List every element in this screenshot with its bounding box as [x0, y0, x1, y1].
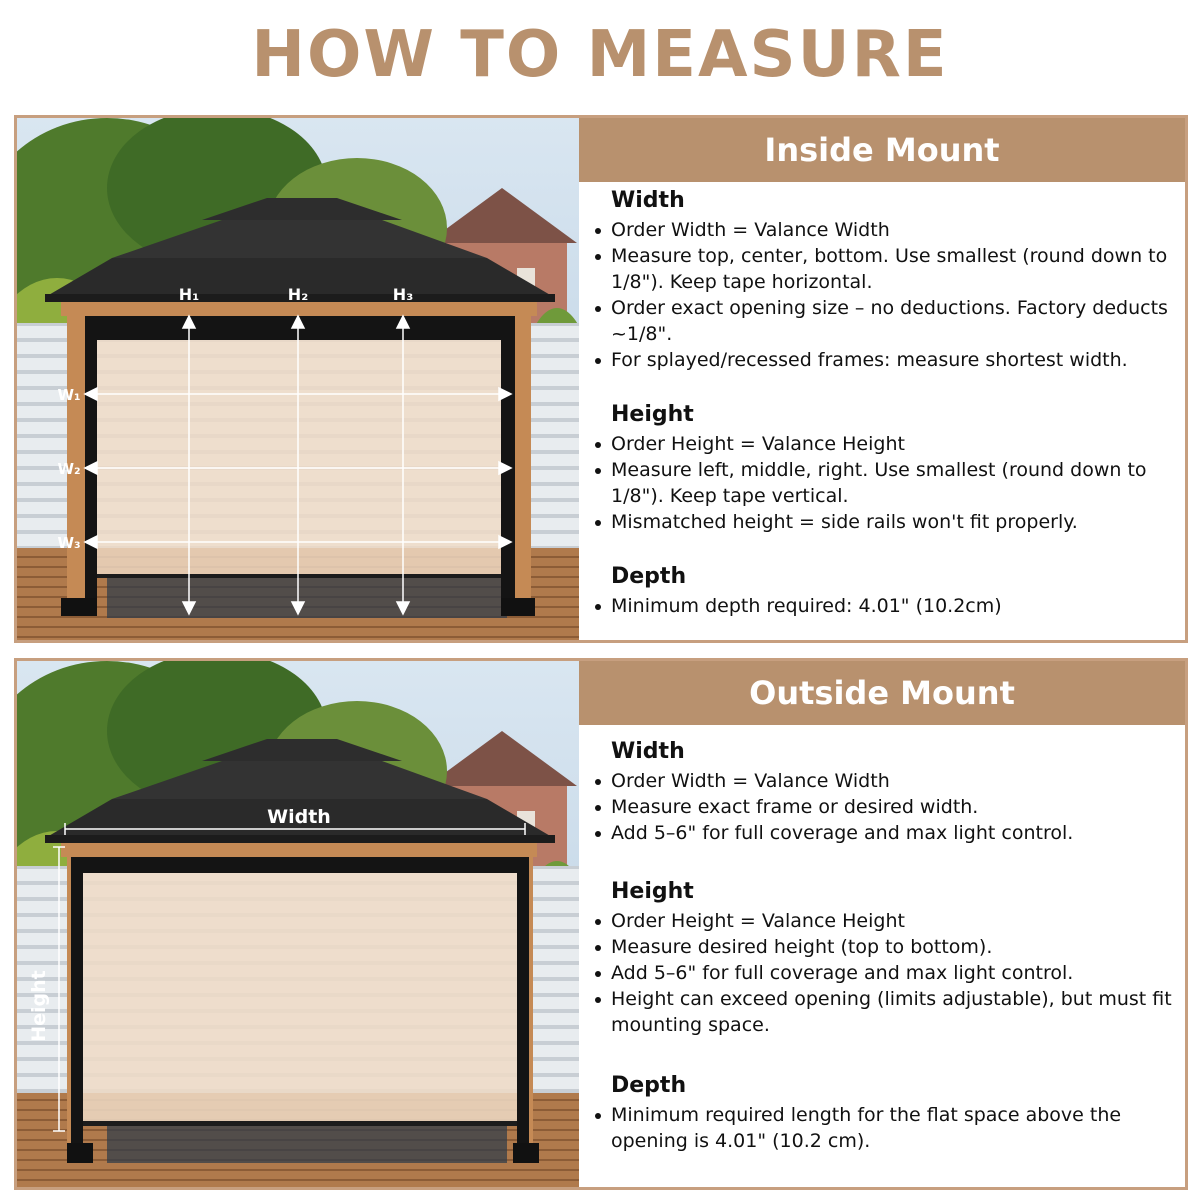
- list-item: Minimum required length for the flat space above the opening is 4.01" (10.2 cm).: [591, 1102, 1179, 1154]
- inside-height-section: [591, 402, 1179, 535]
- inside-depth-section: [591, 564, 1179, 619]
- list-item: Height can exceed opening (limits adjustable), but must fit mounting space.: [591, 986, 1179, 1038]
- list-item: Order Height = Valance Height: [591, 908, 1179, 934]
- list-item: Order exact opening size – no deductions. Factory deducts ~1/8".: [591, 295, 1179, 347]
- height-label: Height: [28, 970, 50, 1042]
- outside-height-heading: Height: [611, 879, 694, 904]
- list-item: Order Height = Valance Height: [591, 431, 1179, 457]
- inside-width-list: [591, 217, 1179, 373]
- outside-height-section: [591, 879, 1179, 1038]
- outside-depth-section: [591, 1073, 1179, 1154]
- inside-mount-panel: [14, 115, 1188, 643]
- w2-label: W₂: [57, 460, 81, 478]
- outside-width-section: [591, 739, 1179, 846]
- inside-mount-instructions: [579, 118, 1185, 640]
- list-item: For splayed/recessed frames: measure shortest width.: [591, 347, 1179, 373]
- inside-height-heading: Height: [611, 402, 694, 427]
- outside-width-list: [591, 768, 1179, 846]
- list-item: Add 5–6" for full coverage and max light control.: [591, 960, 1179, 986]
- inside-mount-heading: Inside Mount: [579, 118, 1185, 182]
- outside-depth-list: [591, 1102, 1179, 1154]
- outside-mount-heading: Outside Mount: [579, 661, 1185, 725]
- list-item: Measure exact frame or desired width.: [591, 794, 1179, 820]
- list-item: Measure left, middle, right. Use smallest (round down to 1/8"). Keep tape vertical.: [591, 457, 1179, 509]
- inside-width-heading: Width: [611, 188, 685, 213]
- list-item: Minimum depth required: 4.01" (10.2cm): [591, 593, 1179, 619]
- list-item: Add 5–6" for full coverage and max light control.: [591, 820, 1179, 846]
- list-item: Order Width = Valance Width: [591, 217, 1179, 243]
- h1-label: H₁: [178, 285, 200, 304]
- h2-label: H₂: [287, 285, 309, 304]
- list-item: Mismatched height = side rails won't fit properly.: [591, 509, 1179, 535]
- outside-mount-gazebo-illustration: [17, 661, 579, 1187]
- inside-width-section: [591, 188, 1179, 373]
- page-title: HOW TO MEASURE: [251, 18, 949, 92]
- w1-label: W₁: [57, 386, 81, 404]
- inside-depth-list: [591, 593, 1179, 619]
- gazebo-photo: [17, 118, 579, 640]
- inside-depth-heading: Depth: [611, 564, 687, 589]
- list-item: Order Width = Valance Width: [591, 768, 1179, 794]
- gazebo-photo: [17, 661, 579, 1187]
- outside-width-heading: Width: [611, 739, 685, 764]
- h3-label: H₃: [392, 285, 414, 304]
- outside-depth-heading: Depth: [611, 1073, 687, 1098]
- w3-label: W₃: [57, 534, 81, 552]
- inside-mount-gazebo-illustration: [17, 118, 579, 640]
- inside-height-list: [591, 431, 1179, 535]
- width-label: Width: [267, 806, 331, 828]
- outside-mount-instructions: [579, 661, 1185, 1187]
- outside-mount-panel: [14, 658, 1188, 1190]
- outside-height-list: [591, 908, 1179, 1038]
- list-item: Measure desired height (top to bottom).: [591, 934, 1179, 960]
- list-item: Measure top, center, bottom. Use smallest (round down to 1/8"). Keep tape horizontal.: [591, 243, 1179, 295]
